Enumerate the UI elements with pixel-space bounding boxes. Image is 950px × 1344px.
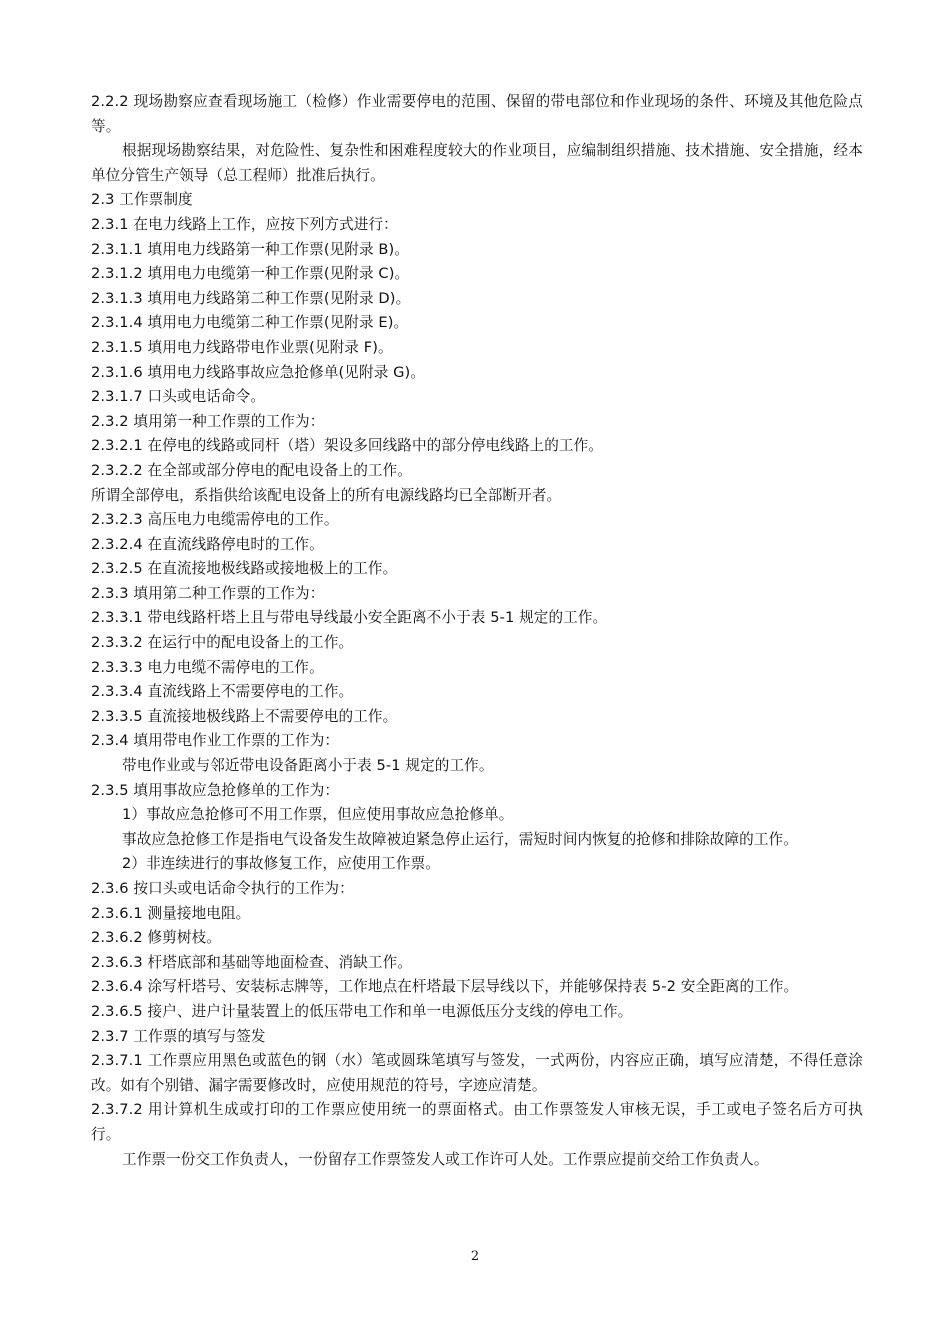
paragraph-line: 2.3.7.1 工作票应用黑色或蓝色的钢（水）笔或圆珠笔填写与签发，一式两份，内容应正确，填写应清楚，不得任意涂改。如有个别错、漏字需要修改时，应使用规范的符号，字迹应清楚。	[91, 1052, 863, 1094]
paragraph-line: 2.3.6 按口头或电话命令执行的工作为：	[91, 880, 354, 897]
paragraph-line: 2.3.1.2 填用电力电缆第一种工作票(见附录 C)。	[91, 265, 410, 283]
paragraph-line: 2.3.2.3 高压电力电缆需停电的工作。	[91, 511, 339, 529]
paragraph-line: 2.3 工作票制度	[91, 191, 193, 209]
paragraph-line: 根据现场勘察结果，对危险性、复杂性和困难程度较大的作业项目，应编制组织措施、技术措施、安全措施，经本单位分管生产领导（总工程师）批准后执行。	[91, 142, 863, 184]
paragraph-line: 2.3.1.1 填用电力线路第一种工作票(见附录 B)。	[91, 240, 410, 258]
paragraph-line: 2.3.7.2 用计算机生成或打印的工作票应使用统一的票面格式。由工作票签发人审核无误，手工或电子签名后方可执行。	[91, 1101, 863, 1143]
paragraph-line: 2.3.2.1 在停电的线路或同杆（塔）架设多回线路中的部分停电线路上的工作。	[91, 437, 604, 455]
paragraph-line: 2.3.1.7 口头或电话命令。	[91, 388, 266, 406]
paragraph-line: 2.3.1.6 填用电力线路事故应急抢修单(见附录 G)。	[91, 363, 426, 381]
paragraph-line: 2.3.5 填用事故应急抢修单的工作为：	[91, 781, 340, 799]
paragraph-line: 所谓全部停电，系指供给该配电设备上的所有电源线路均已全部断开者。	[91, 486, 562, 504]
paragraph-line: 2.3.2.4 在直流线路停电时的工作。	[91, 535, 324, 553]
document-body	[91, 90, 863, 1172]
paragraph-line: 2.3.3.1 带电线路杆塔上且与带电导线最小安全距离不小于表 5-1 规定的工作。	[91, 609, 608, 627]
paragraph-line: 2.3.3.3 电力电缆不需停电的工作。	[91, 658, 324, 676]
paragraph-line: 2.3.6.5 接户、进户计量装置上的低压带电工作和单一电源低压分支线的停电工作。	[91, 1002, 633, 1020]
paragraph-line: 2.3.3.5 直流接地极线路上不需要停电的工作。	[91, 707, 398, 725]
paragraph-line: 2.3.7 工作票的填写与签发	[91, 1027, 266, 1045]
paragraph-line: 2.3.3.4 直流线路上不需要停电的工作。	[91, 683, 354, 701]
paragraph-line: 工作票一份交工作负责人，一份留存工作票签发人或工作许可人处。工作票应提前交给工作负责人。	[122, 1150, 769, 1168]
paragraph-line: 2.3.1.5 填用电力线路带电作业票(见附录 F)。	[91, 338, 393, 356]
paragraph-line: 带电作业或与邻近带电设备距离小于表 5-1 规定的工作。	[122, 757, 494, 775]
paragraph-line: 2）非连续进行的事故修复工作，应使用工作票。	[122, 855, 440, 873]
paragraph-line: 2.3.6.3 杆塔底部和基础等地面检查、消缺工作。	[91, 953, 412, 971]
paragraph-line: 2.3.2 填用第一种工作票的工作为：	[91, 412, 325, 430]
paragraph-line: 2.3.6.4 涂写杆塔号、安装标志牌等，工作地点在杆塔最下层导线以下，并能够保持表 5-2 安全距离的工作。	[91, 978, 799, 996]
paragraph-line: 2.3.2.5 在直流接地极线路或接地极上的工作。	[91, 560, 398, 578]
paragraph-line: 1）事故应急抢修可不用工作票，但应使用事故应急抢修单。	[122, 806, 514, 824]
page-number: 2	[470, 1249, 480, 1264]
paragraph-line: 2.3.3.2 在运行中的配电设备上的工作。	[91, 634, 354, 652]
paragraph-line: 2.3.2.2 在全部或部分停电的配电设备上的工作。	[91, 461, 412, 479]
paragraph-line: 2.2.2 现场勘察应查看现场施工（检修）作业需要停电的范围、保留的带电部位和作业现场的条件、环境及其他危险点等。	[91, 93, 863, 135]
paragraph-line: 2.3.1.4 填用电力电缆第二种工作票(见附录 E)。	[91, 314, 409, 332]
paragraph-line: 2.3.6.1 测量接地电阻。	[91, 904, 251, 922]
paragraph-line: 事故应急抢修工作是指电气设备发生故障被迫紧急停止运行，需短时间内恢复的抢修和排除故障的工作。	[122, 830, 798, 848]
paragraph-line: 2.3.4 填用带电作业工作票的工作为：	[91, 732, 340, 750]
paragraph-line: 2.3.6.2 修剪树枝。	[91, 929, 221, 947]
paragraph-line: 2.3.1 在电力线路上工作，应按下列方式进行：	[91, 215, 398, 233]
paragraph-line: 2.3.3 填用第二种工作票的工作为：	[91, 584, 325, 602]
paragraph-line: 2.3.1.3 填用电力线路第二种工作票(见附录 D)。	[91, 289, 411, 307]
